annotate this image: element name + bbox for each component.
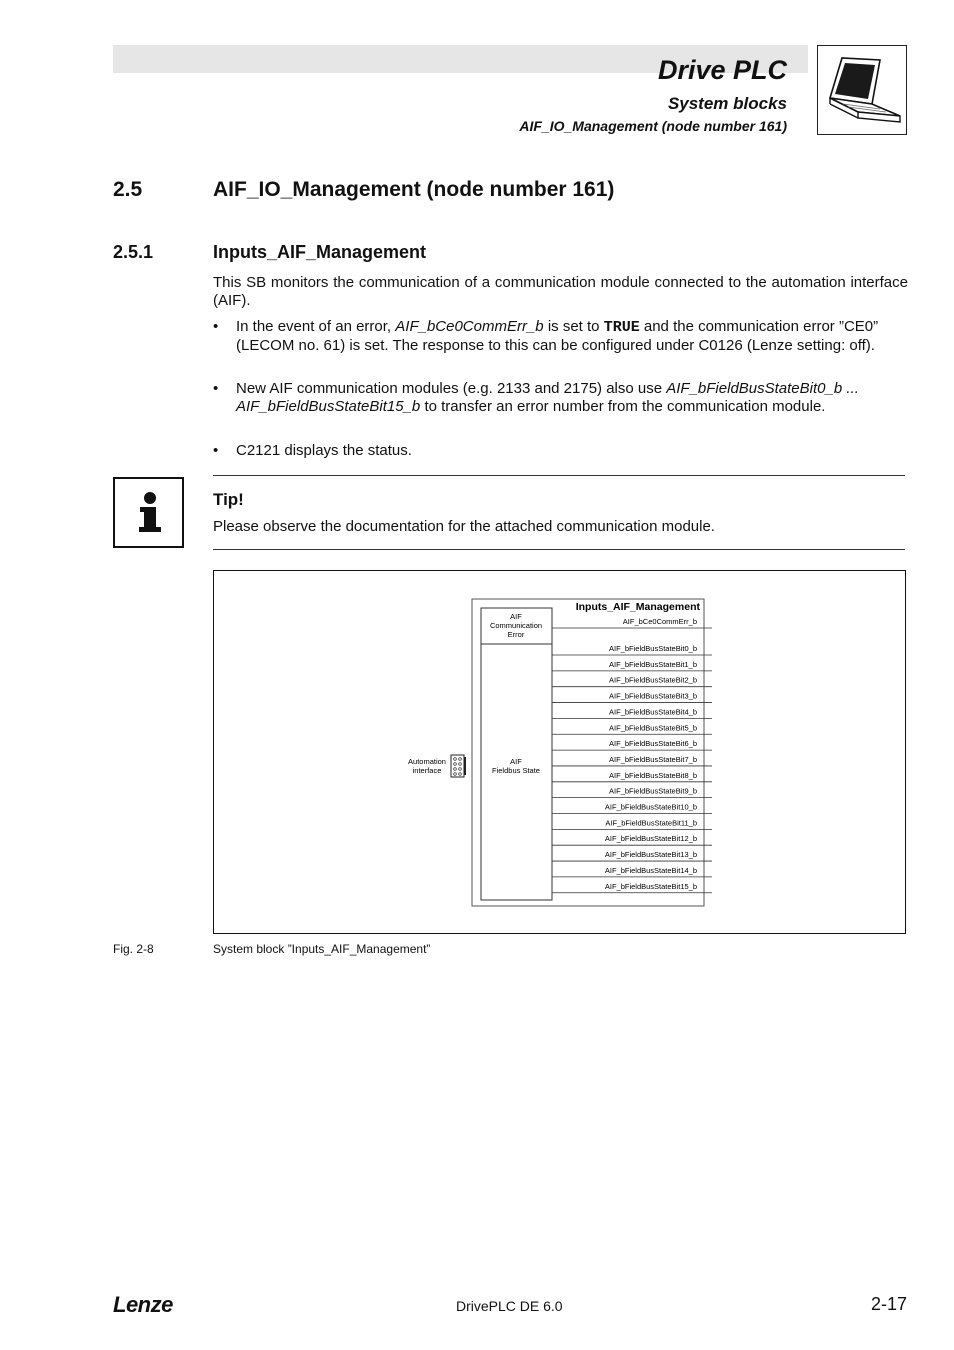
tip-text: Please observe the documentation for the attached communication module. — [213, 518, 715, 535]
output-signal-label: AIF_bFieldBusStateBit1_b — [609, 659, 697, 669]
output-signal-label: AIF_bFieldBusStateBit3_b — [609, 691, 697, 701]
bullet-item-2: New AIF communication modules (e.g. 2133 and 2175) also use AIF_bFieldBusStateBit0_b ... AIF_bFieldBusStateBit15_b to transfer an error number from the communication module. — [236, 380, 859, 415]
figure-number: Fig. 2-8 — [113, 942, 154, 956]
output-signal-label: AIF_bFieldBusStateBit7_b — [609, 754, 697, 764]
code-literal: TRUE — [603, 319, 640, 336]
output-signal-label: AIF_bFieldBusStateBit10_b — [604, 802, 697, 812]
error-output-label: AIF_bCe0CommErr_b — [622, 617, 697, 626]
subsection-number: 2.5.1 — [113, 242, 154, 262]
connector-icon — [451, 755, 466, 777]
comm-error-label: AIF — [510, 612, 522, 621]
tip-rule-bottom — [213, 549, 905, 550]
bullet-marker: • — [213, 442, 219, 459]
page-number: 2-17 — [870, 1294, 907, 1314]
output-signal-label: AIF_bFieldBusStateBit6_b — [609, 739, 697, 749]
output-signal-label: AIF_bFieldBusStateBit9_b — [609, 786, 697, 796]
section-title: AIF_IO_Management (node number 161) — [213, 178, 615, 201]
chapter-title: System blocks — [667, 94, 787, 113]
laptop-icon — [817, 45, 907, 135]
output-signal-label: AIF_bFieldBusStateBit14_b — [604, 865, 697, 875]
bullet-marker: • — [213, 380, 219, 397]
variable-name: AIF_bCe0CommErr_b — [395, 318, 544, 335]
section-number: 2.5 — [113, 178, 143, 201]
automation-interface-label: interface — [412, 766, 442, 775]
output-signal-label: AIF_bFieldBusStateBit4_b — [609, 707, 697, 717]
intro-paragraph: This SB monitors the communication of a communication module connected to the automation interface (AIF). — [213, 274, 908, 309]
document-id: DrivePLC DE 6.0 — [456, 1298, 563, 1314]
bullet-item-1: In the event of an error, AIF_bCe0CommErr_b is set to TRUE and the communication error ”CE0” (LECOM no. 61) is set. The response to this can be configured under C0126 (Lenze setting: off). — [236, 318, 879, 354]
lenze-logo: Lenze — [113, 1292, 173, 1317]
output-signal-label: AIF_bFieldBusStateBit15_b — [604, 881, 697, 891]
output-signal-label: AIF_bFieldBusStateBit5_b — [609, 723, 697, 733]
bullet-item-3: C2121 displays the status. — [236, 442, 412, 459]
block-diagram — [214, 571, 905, 933]
tip-title: Tip! — [213, 490, 244, 509]
comm-error-label: Error — [507, 630, 525, 639]
output-signal-label: AIF_bFieldBusStateBit2_b — [609, 675, 697, 685]
bullet-marker: • — [213, 318, 219, 335]
tip-rule-top — [213, 475, 905, 476]
output-signal-label: AIF_bFieldBusStateBit8_b — [609, 770, 697, 780]
fieldbus-state-label: Fieldbus State — [492, 766, 540, 775]
block-title: Inputs_AIF_Management — [575, 601, 700, 613]
subsection-title: Inputs_AIF_Management — [213, 242, 427, 262]
variable-range: AIF_bFieldBusStateBit0_b ... AIF_bFieldBusStateBit15_b — [236, 380, 859, 415]
figure-caption: System block ”Inputs_AIF_Management” — [213, 942, 431, 956]
output-signal-label: AIF_bFieldBusStateBit0_b — [609, 644, 697, 653]
output-signal-label: AIF_bFieldBusStateBit11_b — [605, 818, 697, 828]
automation-interface-label: Automation — [408, 757, 446, 766]
output-signal-label: AIF_bFieldBusStateBit13_b — [604, 850, 697, 860]
fieldbus-state-label: AIF — [510, 757, 522, 766]
info-icon — [113, 477, 184, 548]
manual-title: Drive PLC — [657, 55, 787, 85]
section-breadcrumb: AIF_IO_Management (node number 161) — [519, 118, 787, 134]
figure-frame — [213, 570, 906, 934]
comm-error-label: Communication — [489, 621, 543, 630]
output-signal-label: AIF_bFieldBusStateBit12_b — [604, 834, 697, 844]
